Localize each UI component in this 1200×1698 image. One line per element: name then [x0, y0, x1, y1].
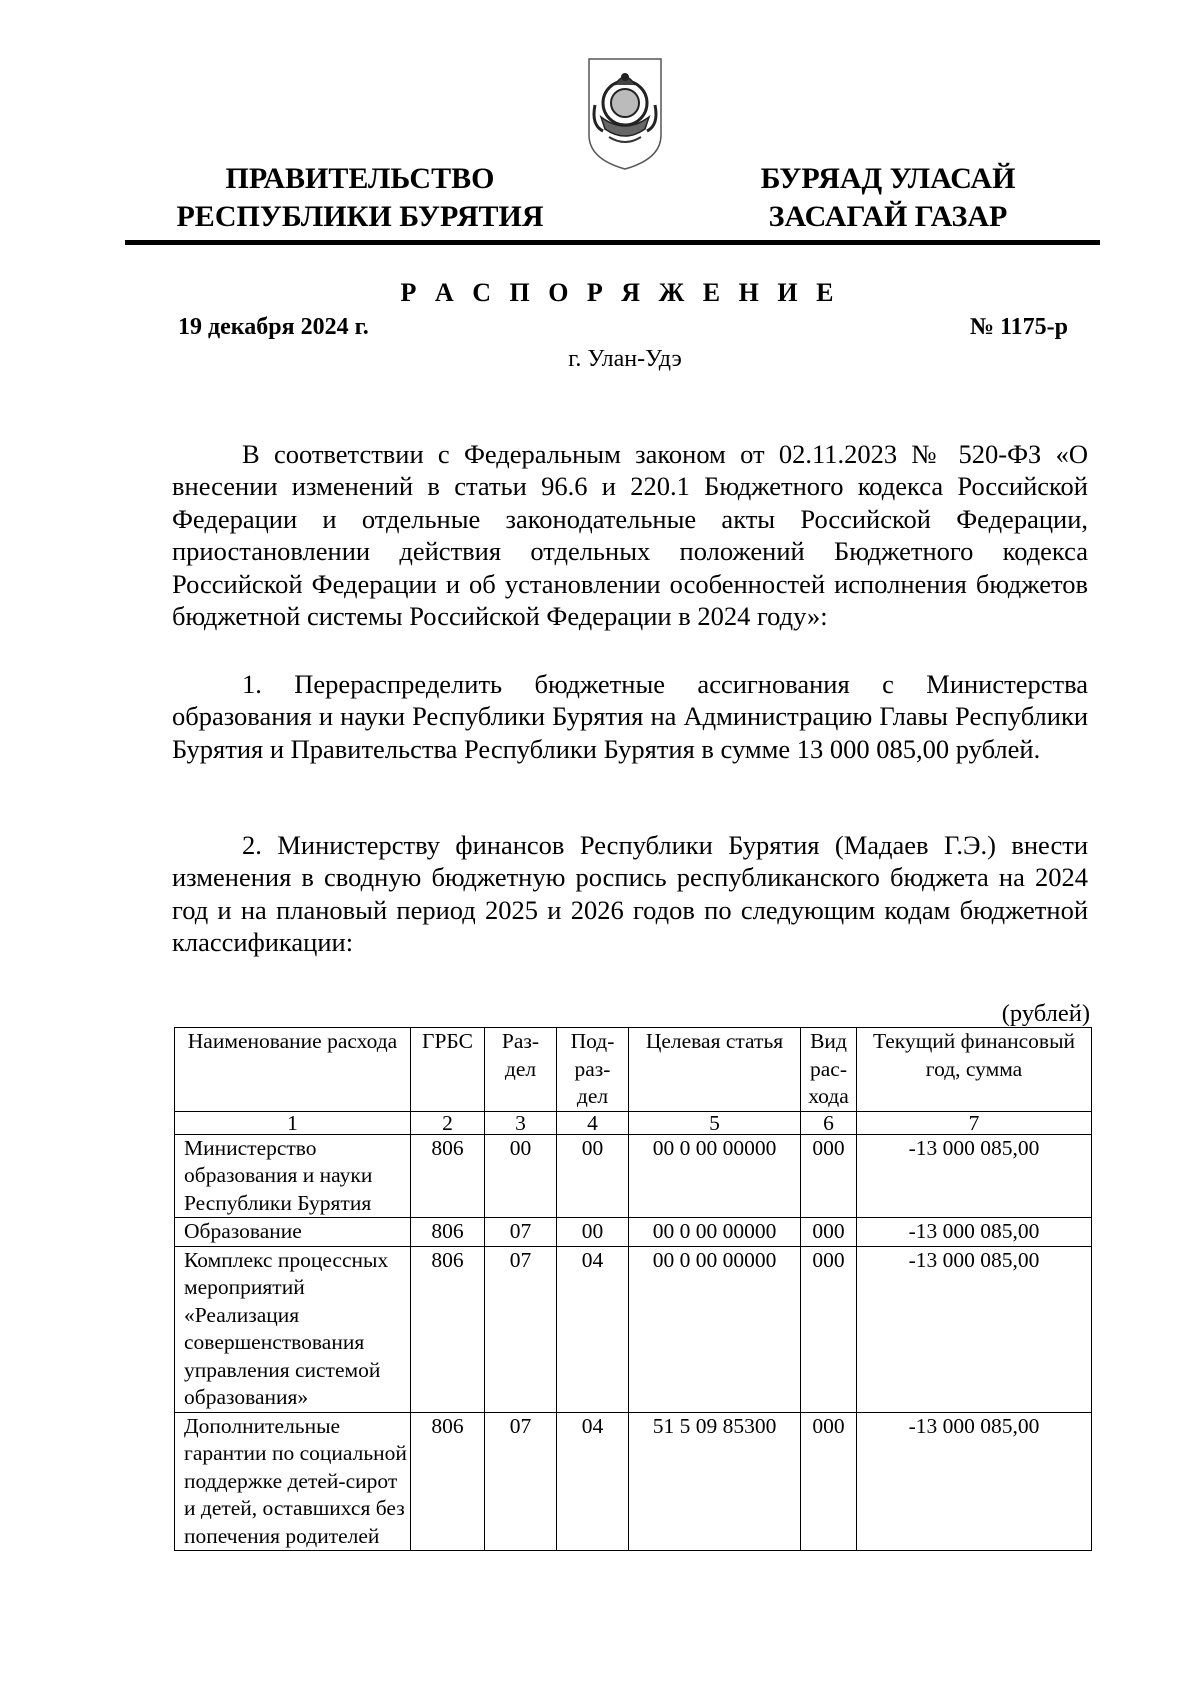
row-section: 07 — [485, 1246, 557, 1412]
row-name: Дополнительные гарантии по социальной поддержке детей-сирот и детей, оставшихся без попечения родителей — [175, 1412, 411, 1551]
table-row — [175, 1246, 1092, 1412]
column-number: 6 — [801, 1111, 857, 1134]
issuer-line-1: ПРАВИТЕЛЬСТВО — [225, 162, 495, 195]
table-row — [175, 1218, 1092, 1247]
row-name: Образование — [175, 1218, 411, 1247]
column-number: 4 — [557, 1111, 629, 1134]
row-kind: 000 — [801, 1218, 857, 1247]
column-number: 7 — [857, 1111, 1092, 1134]
row-kind: 000 — [801, 1246, 857, 1412]
issuer-buryat-line-1: БУРЯАД УЛАСАЙ — [760, 162, 1016, 195]
row-kind: 000 — [801, 1412, 857, 1551]
row-target: 51 5 09 85300 — [629, 1412, 801, 1551]
item-1-paragraph: 1. Перераспределить бюджетные ассигнования с Министерства образования и науки Республики Бурятия на Администрацию Главы Республики Бурятия и Правительства Республики Бурятия в сумме 13 000 085,00 рублей. — [172, 669, 1088, 764]
row-target: 00 0 00 00000 — [629, 1134, 801, 1218]
column-number: 1 — [175, 1111, 411, 1134]
row-subsection: 00 — [557, 1218, 629, 1247]
table-units-label: (рублей) — [1001, 1000, 1090, 1027]
budget-table — [174, 1027, 1092, 1551]
table-row — [175, 1134, 1092, 1218]
header-grbs: ГРБС — [411, 1028, 485, 1112]
item-2-paragraph: 2. Министерству финансов Республики Бурятия (Мадаев Г.Э.) внести изменения в сводную бюджетную роспись республиканского бюджета на 2024 год и на плановый период 2025 и 2026 годов по следующим кодам бюджетной классификации: — [172, 830, 1088, 958]
header-divider — [125, 240, 1100, 245]
header-amount: Текущий финансовый год, сумма — [857, 1028, 1092, 1112]
row-amount: -13 000 085,00 — [857, 1218, 1092, 1247]
column-number: 2 — [411, 1111, 485, 1134]
row-section: 07 — [485, 1412, 557, 1551]
header-kind: Вид рас-хода — [801, 1028, 857, 1112]
row-amount: -13 000 085,00 — [857, 1246, 1092, 1412]
row-section: 07 — [485, 1218, 557, 1247]
header-subsection: Под-раз-дел — [557, 1028, 629, 1112]
row-target: 00 0 00 00000 — [629, 1218, 801, 1247]
table-header-row — [175, 1028, 1092, 1112]
row-grbs: 806 — [411, 1218, 485, 1247]
row-target: 00 0 00 00000 — [629, 1246, 801, 1412]
row-kind: 000 — [801, 1134, 857, 1218]
issuer-line-2: РЕСПУБЛИКИ БУРЯТИЯ — [176, 200, 544, 233]
coat-of-arms-icon — [585, 55, 665, 173]
column-number: 3 — [485, 1111, 557, 1134]
issuer-name-buryat — [738, 160, 1038, 236]
document-date: 19 декабря 2024 г. — [178, 314, 369, 340]
table-row — [175, 1412, 1092, 1551]
document-title: Р А С П О Р Я Ж Е Н И Е — [400, 278, 840, 307]
row-grbs: 806 — [411, 1246, 485, 1412]
document-number: № 1175-р — [969, 314, 1068, 340]
header-target: Целевая статья — [629, 1028, 801, 1112]
row-grbs: 806 — [411, 1134, 485, 1218]
row-subsection: 04 — [557, 1412, 629, 1551]
table-column-numbers-row — [175, 1111, 1092, 1134]
row-subsection: 00 — [557, 1134, 629, 1218]
document-city: г. Улан-Удэ — [568, 346, 682, 372]
row-name: Комплекс процессных мероприятий «Реализация совершенствования управления системой образования» — [175, 1246, 411, 1412]
row-name: Министерство образования и науки Республики Бурятия — [175, 1134, 411, 1218]
row-grbs: 806 — [411, 1412, 485, 1551]
column-number: 5 — [629, 1111, 801, 1134]
row-amount: -13 000 085,00 — [857, 1412, 1092, 1551]
row-amount: -13 000 085,00 — [857, 1134, 1092, 1218]
row-subsection: 04 — [557, 1246, 629, 1412]
row-section: 00 — [485, 1134, 557, 1218]
header-section: Раз-дел — [485, 1028, 557, 1112]
issuer-name-russian — [170, 160, 550, 236]
header-name: Наименование расхода — [175, 1028, 411, 1112]
intro-paragraph: В соответствии с Федеральным законом от 02.11.2023 № 520-ФЗ «О внесении изменений в статьи 96.6 и 220.1 Бюджетного кодекса Российской Федерации и отдельные законодательные акты Российской Федерации, приостановлении действия отдельных положений Бюджетного кодекса Российской Федерации и об установлении особенностей исполнения бюджетов бюджетной системы Российской Федерации в 2024 году»: — [172, 439, 1088, 632]
issuer-buryat-line-2: ЗАСАГАЙ ГАЗАР — [768, 200, 1008, 233]
